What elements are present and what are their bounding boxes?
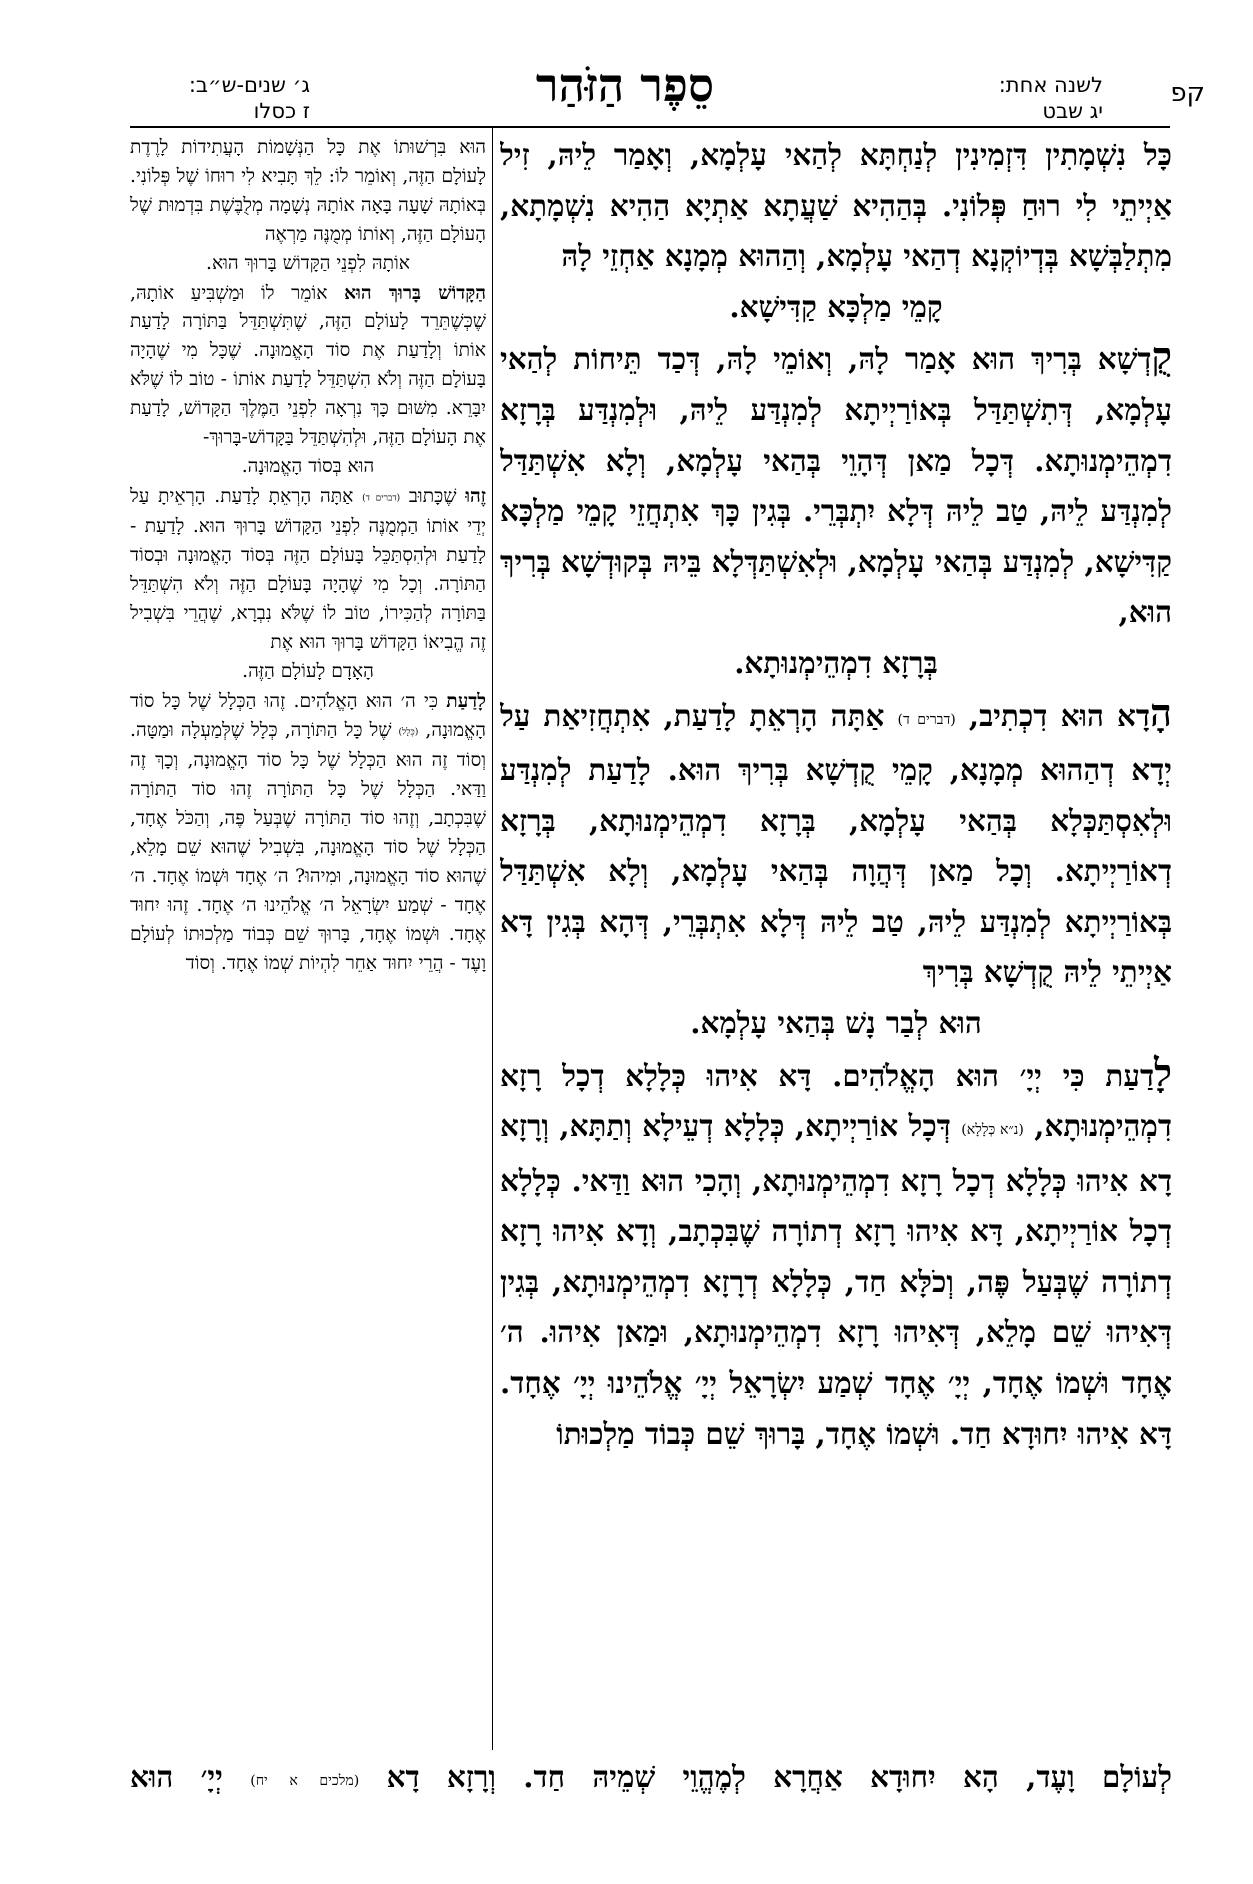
main-p1-body: כָּל נִשְׁמָתִין דִּזְמִינִין לְנַחְתָּא לְהַאי עָלְמָא, וְאָמַר לֵיהּ, זִיל אַיְיתֵי לִי רוּחַ פְּלוֹנִי. בְּהַהִיא שַׁעֲתָא אַתְיָא הַהִיא נִשְׁמָתָא, מִתְלַבְּשָׁא בְּדְיוֹקְנָא דְהַאי עָלְמָא, וְהַהוּא מְמָנָא אַחְזֵי לָהּ — [500, 137, 1172, 274]
side-paragraph-3 — [130, 482, 486, 658]
bottom-full-width-line — [130, 1752, 1172, 1806]
header-left-line2: ז כסלו — [253, 99, 310, 123]
bottom-line-b: יְיָ׳ הוּא — [130, 1759, 223, 1794]
column-divider — [492, 128, 493, 1750]
side-s4-lead: לָדַעַת — [446, 689, 486, 712]
header-right-info — [923, 72, 1103, 124]
page-title: סֵפֶר הַזֹּהַר — [535, 58, 715, 112]
main-p3-tail: הוּא לְבַר נָשׁ בְּהַאי עָלְמָא. — [690, 1004, 982, 1040]
side-s3-lead: זֶהוּ — [465, 484, 486, 507]
side-paragraph-4 — [130, 687, 486, 979]
side-translation-column — [130, 134, 486, 1750]
main-paragraph-1 — [500, 130, 1172, 282]
side-s2-tail: הוּא בְּסוֹד הָאֱמוּנָה. — [241, 455, 375, 477]
side-s4-body-b: שֶׁל כָּל הַתּוֹרָה, כְּלָל שֶׁלְּמַעְלָה וּמַטָּה. וְסוֹד זֶה הוּא הַכְּלָל שֶׁל כָּל סוֹד הָאֱמוּנָה, וְכָךְ זֶה וַדַּאי. הַכְּלָל שֶׁל כָּל הַתּוֹרָה זֶהוּ סוֹד הַתּוֹרָה שֶׁבִּכְתָב, וְזֶהוּ סוֹד הַתּוֹרָה שֶׁבְּעַל פֶּה, וְהַכֹּל אֶחָד, הַכְּלָל שֶׁל סוֹד הָאֱמוּנָה, בִּשְׁבִיל שֶׁהוּא שֵׁם מָלֵא, שֶׁהוּא סוֹד הָאֱמוּנָה, וּמִיהוּ? ה׳ אֶחָד וּשְׁמוֹ אֶחָד. ה׳ אֶחָד - שְׁמַע יִשְׂרָאֵל ה׳ אֱלֹהֵינוּ ה׳ אֶחָד. זֶהוּ יִחוּד אֶחָד. וּשְׁמוֹ אֶחָד, בָּרוּךְ שֵׁם כְּבוֹד מַלְכוּתוֹ לְעוֹלָם וָעֶד - הֲרֵי יִחוּד אַחֵר לִהְיוֹת שְׁמוֹ אֶחָד. וְסוֹד — [130, 719, 486, 974]
main-p2-lead-letter: קֻ — [1151, 334, 1172, 380]
main-p3-body-b: אַתָּה הָרְאֵתָ לָדַעַת, אִתְחֲזִיאַת עַל יְדָא דְהַהוּא מְמָנָא, קָמֵי קֻדְשָׁא בְּרִיךְ הוּא. לָדַעַת לְמִנְדַּע וּלְאִסְתַּכְּלָא בְּהַאי עָלְמָא, בְּרָזָא דִמְהֵימְנוּתָא, בְּרָזָא דְאוֹרַיְיתָא. וְכָל מַאן דְּהֲוָה בְּהַאי עָלְמָא, וְלָא אִשְׁתַּדַּל בְּאוֹרַיְיתָא לְמִנְדַּע לֵיהּ, טַב לֵיהּ דְּלָא אִתְבְּרֵי, דְּהָא בְּגִין דָּא אַיְיתֵי לֵיהּ קֻדְשָׁא בְּרִיךְ — [500, 697, 1172, 990]
main-p3-lead-letter: הָ — [1150, 690, 1172, 736]
side-s3-body-a: שֶׁכָּתוּב — [408, 485, 457, 507]
bottom-line-citation: (מלכים א יח) — [250, 1772, 360, 1789]
main-p4-citation: (נ״א כְּלָלָא) — [961, 1122, 1024, 1139]
side-paragraph-2 — [130, 279, 486, 453]
header-right-line2: יג שבט — [1042, 99, 1103, 123]
side-s1-tail: אוֹתָהּ לִפְנֵי הַקָּדוֹשׁ בָּרוּךְ הוּא. — [206, 252, 410, 274]
main-paragraph-2 — [500, 332, 1172, 638]
side-s4-body-a: כִּי ה׳ הוּא הָאֱלֹהִים. זֶהוּ הַכְּלָל שֶׁל כָּל סוֹד הָאֱמוּנָה, — [130, 690, 486, 741]
side-s4-citation: (כְּלָל) — [398, 727, 419, 738]
main-p2-tail: בְּרָזָא דִמְהֵימְנוּתָא. — [734, 644, 938, 680]
side-s3-citation: (דברים ד) — [362, 493, 401, 504]
main-paragraph-4 — [500, 1049, 1172, 1460]
page-number: קפ — [1170, 78, 1205, 108]
header-divider — [130, 126, 1170, 128]
main-p4-body-a: דַעַת כִּי יְיָ׳ הוּא הָאֱלֹהִים. דָּא אִיהוּ כְּלָלָא דְכָל רָזָא דִמְהֵימְנוּתָא, — [500, 1057, 1172, 1144]
side-s3-body-b: אַתָּה הָרְאֵתָ לָדַעַת. הָרְאֵיתָ עַל יְדֵי אוֹתוֹ הַמְמֻנֶּה לִפְנֵי הַקָּדוֹשׁ בָּרוּךְ הוּא. לָדַעַת - לָדַעַת וּלְהִסְתַּכֵּל בָּעוֹלָם הַזֶּה בְּסוֹד הָאֱמוּנָה וּבְסוֹד הַתּוֹרָה. וְכָל מִי שֶׁהָיָה בָּעוֹלָם הַזֶּה וְלֹא הִשְׁתַּדֵּל בַּתּוֹרָה לְהַכִּירוֹ, טוֹב לוֹ שֶׁלֹּא נִבְרָא, שֶׁהֲרֵי בִּשְׁבִיל זֶה הֱבִיאוֹ הַקָּדוֹשׁ בָּרוּךְ הוּא אֶת — [130, 485, 486, 654]
main-text-column — [500, 130, 1172, 1750]
header-right-line1: לשנה אחת: — [998, 73, 1103, 97]
main-p4-lead-letter: לָ — [1154, 1050, 1172, 1096]
main-p3-body-a: דָא הוּא דִכְתִיב, — [968, 697, 1151, 733]
header-left-info — [130, 72, 310, 124]
main-p2-body: דְשָׁא בְּרִיךְ הוּא אָמַר לָהּ, וְאוֹמֵי לָהּ, דְּכַד תֵּיחוֹת לְהַאי עָלְמָא, דְּתִשְׁתַּדַּל בְּאוֹרַיְיתָא לְמִנְדַּע לֵיהּ, וּלְמִנְדַּע בְּרָזָא דִמְהֵימְנוּתָא. דְּכָל מַאן דְּהָוֵי בְּהַאי עָלְמָא, וְלָא אִשְׁתַּדַּל לְמִנְדַּע לֵיהּ, טַב לֵיהּ דְּלָא יִתְבְּרֵי. בְּגִין כָּךְ אִתְחֲזֵי קָמֵי מַלְכָּא קַדִּישָׁא, לְמִנְדַּע בְּהַאי עָלְמָא, וּלְאִשְׁתַּדְּלָא בֵּיהּ בְּקוּדְשָׁא בְּרִיךְ הוּא, — [500, 341, 1172, 630]
side-s3-tail: הָאָדָם לָעוֹלָם הַזֶּה. — [242, 660, 374, 682]
side-s1-body: הוּא בִּרְשׁוּתוֹ אֶת כָּל הַנְּשָׁמוֹת הָעֲתִידוֹת לָרֶדֶת לָעוֹלָם הַזֶּה, וְאוֹמֵר לוֹ: לֵךְ תָּבִיא לִי רוּחוֹ שֶׁל פְּלוֹנִי. בְּאוֹתָהּ שָׁעָה בָּאָה אוֹתָהּ נְשָׁמָה מְלֻבֶּשֶׁת בִּדְמוּת שֶׁל הָעוֹלָם הַזֶּה, וְאוֹתוֹ מְמֻנֶּה מַרְאֶה — [130, 137, 486, 245]
main-p4-body-b: דְּכָל אוֹרַיְיתָא, כְּלָלָא דְעֵילָא וְתַתָּא, וְרָזָא דָא אִיהוּ כְּלָלָא דְכָל רָזָא דִמְהֵימְנוּתָא, וְהָכִי הוּא וַדַּאי. כְּלָלָא דְכָל אוֹרַיְיתָא, דָּא אִיהוּ רָזָא דְתוֹרָה שֶׁבִּכְתָב, וְדָא אִיהוּ רָזָא דְתוֹרָה שֶׁבְּעַל פֶּה, וְכֹלָּא חַד, כְּלָלָא דְרָזָא דִמְהֵימְנוּתָא, בְּגִין דְּאִיהוּ שֵׁם מָלֵא, דְּאִיהוּ רָזָא דִמְהֵימְנוּתָא, וּמַאן אִיהוּ. ה׳ אֶחָד וּשְׁמוֹ אֶחָד, יְיָ׳ אֶחָד שְׁמַע יִשְׂרָאֵל יְיָ׳ אֱלֹהֵינוּ יְיָ׳ אֶחָד. דָּא אִיהוּ יִחוּדָא חַד. וּשְׁמוֹ אֶחָד, בָּרוּךְ שֵׁם כְּבוֹד מַלְכוּתוֹ — [500, 1108, 1172, 1451]
header-left-line1: ג׳ שנים-ש״ב: — [188, 73, 310, 97]
bottom-line-a: לְעוֹלָם וָעֶד, הָא יִחוּדָא אַחֲרָא לְמֶהֱוֵי שְׁמֵיהּ חַד. וְרָזָא דָא — [386, 1759, 1173, 1794]
main-p1-tail: קָמֵי מַלְכָּא קַדִּישָׁא. — [729, 288, 943, 324]
side-s2-lead: הַקָּדוֹשׁ בָּרוּךְ הוּא — [344, 281, 486, 304]
main-paragraph-3 — [500, 689, 1172, 998]
side-s2-body: אוֹמֵר לוֹ וּמַשְׁבִּיעַ אוֹתָהּ, שֶׁכְּשֶׁתֵּרֵד לָעוֹלָם הַזֶּה, שֶׁתִּשְׁתַּדֵּל בַּתּוֹרָה לָדַעַת אוֹתוֹ וְלָדַעַת אֶת סוֹד הָאֱמוּנָה. שֶׁכָּל מִי שֶׁהָיָה בָּעוֹלָם הַזֶּה וְלֹא הִשְׁתַּדֵּל לָדַעַת אוֹתוֹ - טוֹב לוֹ שֶׁלֹּא יִבָּרֵא. מִשּׁוּם כָּךְ נִרְאָה לִפְנֵי הַמֶּלֶךְ הַקָּדוֹשׁ, לָדַעַת אֶת הָעוֹלָם הַזֶּה, וּלְהִשְׁתַּדֵּל בַּקָּדוֹשׁ-בָּרוּךְ- — [130, 282, 486, 449]
main-p3-citation: (דברים ד) — [897, 711, 956, 728]
side-paragraph-1 — [130, 134, 486, 250]
